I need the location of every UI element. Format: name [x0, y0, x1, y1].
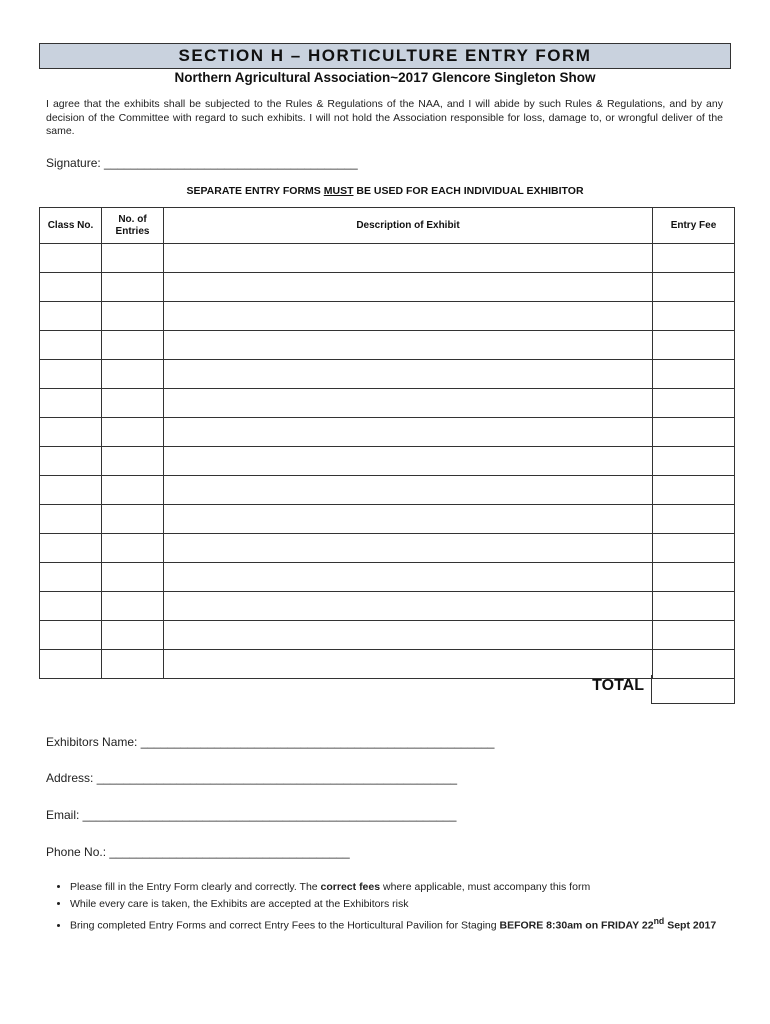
description-cell[interactable]	[164, 621, 653, 650]
entries-cell[interactable]	[102, 592, 164, 621]
class-no-cell[interactable]	[40, 650, 102, 679]
class-no-cell[interactable]	[40, 621, 102, 650]
notice-text-end: BE USED FOR EACH INDIVIDUAL EXHIBITOR	[353, 185, 584, 197]
description-cell[interactable]	[164, 534, 653, 563]
entry-table	[39, 207, 735, 679]
instruction-text: While every care is taken, the Exhibits are accepted at the Exhibitors risk	[70, 898, 409, 910]
entries-cell[interactable]	[102, 244, 164, 273]
fee-cell[interactable]	[653, 244, 735, 273]
description-cell[interactable]	[164, 592, 653, 621]
entries-cell[interactable]	[102, 476, 164, 505]
entries-cell[interactable]	[102, 505, 164, 534]
table-row	[40, 534, 735, 563]
instruction-item	[70, 879, 750, 896]
entries-cell[interactable]	[102, 331, 164, 360]
table-row	[40, 447, 735, 476]
total-label: TOTAL	[592, 677, 644, 694]
class-no-cell[interactable]	[40, 418, 102, 447]
entries-cell[interactable]	[102, 389, 164, 418]
form-title-banner	[39, 43, 731, 69]
class-no-cell[interactable]	[40, 476, 102, 505]
table-row	[40, 302, 735, 331]
col-header-class-no: Class No.	[40, 208, 102, 244]
email-field[interactable]: Email: ________________________________________________________	[46, 808, 457, 822]
fee-cell[interactable]	[653, 389, 735, 418]
fee-cell[interactable]	[653, 563, 735, 592]
table-row	[40, 389, 735, 418]
fee-cell[interactable]	[653, 621, 735, 650]
fee-cell[interactable]	[653, 476, 735, 505]
table-row	[40, 563, 735, 592]
fee-cell[interactable]	[653, 273, 735, 302]
address-field[interactable]: Address: ______________________________________________________	[46, 771, 458, 785]
description-cell[interactable]	[164, 476, 653, 505]
fee-cell[interactable]	[653, 302, 735, 331]
class-no-cell[interactable]	[40, 592, 102, 621]
agreement-text: I agree that the exhibits shall be subjected to the Rules & Regulations of the NAA, and I will abide by such Rules & Regulations, and by any decision of the Committee with regard to such exhibits. I will not hold the Association responsible for loss, damage to, or wrongful deliver of the same.	[46, 98, 723, 137]
instruction-bold: correct fees	[320, 881, 381, 893]
table-row	[40, 273, 735, 302]
fee-cell[interactable]	[653, 447, 735, 476]
table-row	[40, 592, 735, 621]
instruction-bold: Sept 2017	[664, 919, 717, 932]
table-row	[40, 360, 735, 389]
instruction-item	[70, 913, 750, 935]
class-no-cell[interactable]	[40, 505, 102, 534]
phone-field[interactable]: Phone No.: ____________________________________	[46, 845, 350, 859]
col-header-no-of-entries: No. of Entries	[102, 208, 164, 244]
fee-cell[interactable]	[653, 592, 735, 621]
class-no-cell[interactable]	[40, 244, 102, 273]
fee-cell[interactable]	[653, 534, 735, 563]
entries-cell[interactable]	[102, 563, 164, 592]
fee-cell[interactable]	[653, 418, 735, 447]
instruction-text: Please fill in the Entry Form clearly and correctly. The	[70, 881, 321, 893]
col-header-description: Description of Exhibit	[164, 208, 653, 244]
class-no-cell[interactable]	[40, 534, 102, 563]
table-row	[40, 418, 735, 447]
class-no-cell[interactable]	[40, 563, 102, 592]
entries-cell[interactable]	[102, 447, 164, 476]
entries-cell[interactable]	[102, 621, 164, 650]
entry-table-header	[40, 208, 735, 244]
instruction-text: where applicable, must accompany this form	[380, 881, 591, 893]
class-no-cell[interactable]	[40, 273, 102, 302]
entries-cell[interactable]	[102, 360, 164, 389]
notice-emphasis: MUST	[323, 185, 354, 197]
table-row	[40, 331, 735, 360]
signature-field[interactable]: Signature: ______________________________________	[46, 156, 358, 170]
entries-cell[interactable]	[102, 273, 164, 302]
class-no-cell[interactable]	[40, 447, 102, 476]
col-header-entry-fee: Entry Fee	[653, 208, 735, 244]
instruction-item	[70, 896, 750, 913]
description-cell[interactable]	[164, 244, 653, 273]
entries-cell[interactable]	[102, 302, 164, 331]
exhibitor-name-field[interactable]: Exhibitors Name: _____________________________________________________	[46, 735, 495, 749]
description-cell[interactable]	[164, 650, 653, 679]
entry-table-body	[40, 244, 735, 679]
class-no-cell[interactable]	[40, 360, 102, 389]
description-cell[interactable]	[164, 505, 653, 534]
table-row	[40, 505, 735, 534]
entries-cell[interactable]	[102, 534, 164, 563]
form-title: SECTION H – HORTICULTURE ENTRY FORM	[178, 46, 592, 65]
entries-cell[interactable]	[102, 650, 164, 679]
instruction-superscript: nd	[653, 916, 665, 926]
fee-cell[interactable]	[653, 360, 735, 389]
table-row	[40, 244, 735, 273]
description-cell[interactable]	[164, 273, 653, 302]
notice-text-start: SEPARATE ENTRY FORMS	[186, 185, 324, 197]
table-row	[40, 476, 735, 505]
class-no-cell[interactable]	[40, 331, 102, 360]
description-cell[interactable]	[164, 563, 653, 592]
instructions-list	[46, 879, 750, 935]
class-no-cell[interactable]	[40, 302, 102, 331]
description-cell[interactable]	[164, 418, 653, 447]
instruction-bold: BEFORE 8:30am on FRIDAY 22	[499, 919, 654, 932]
table-row	[40, 621, 735, 650]
form-subtitle: Northern Agricultural Association~2017 Glencore Singleton Show	[174, 70, 596, 85]
fee-cell[interactable]	[653, 331, 735, 360]
total-fee-cell[interactable]	[651, 675, 735, 704]
class-no-cell[interactable]	[40, 389, 102, 418]
description-cell[interactable]	[164, 331, 653, 360]
description-cell[interactable]	[164, 302, 653, 331]
table-row	[40, 650, 735, 679]
separate-forms-notice	[39, 185, 731, 197]
instruction-text: Bring completed Entry Forms and correct Entry Fees to the Horticultural Pavilion for Staging	[70, 919, 500, 932]
fee-cell[interactable]	[653, 505, 735, 534]
entries-cell[interactable]	[102, 418, 164, 447]
description-cell[interactable]	[164, 360, 653, 389]
description-cell[interactable]	[164, 389, 653, 418]
description-cell[interactable]	[164, 447, 653, 476]
